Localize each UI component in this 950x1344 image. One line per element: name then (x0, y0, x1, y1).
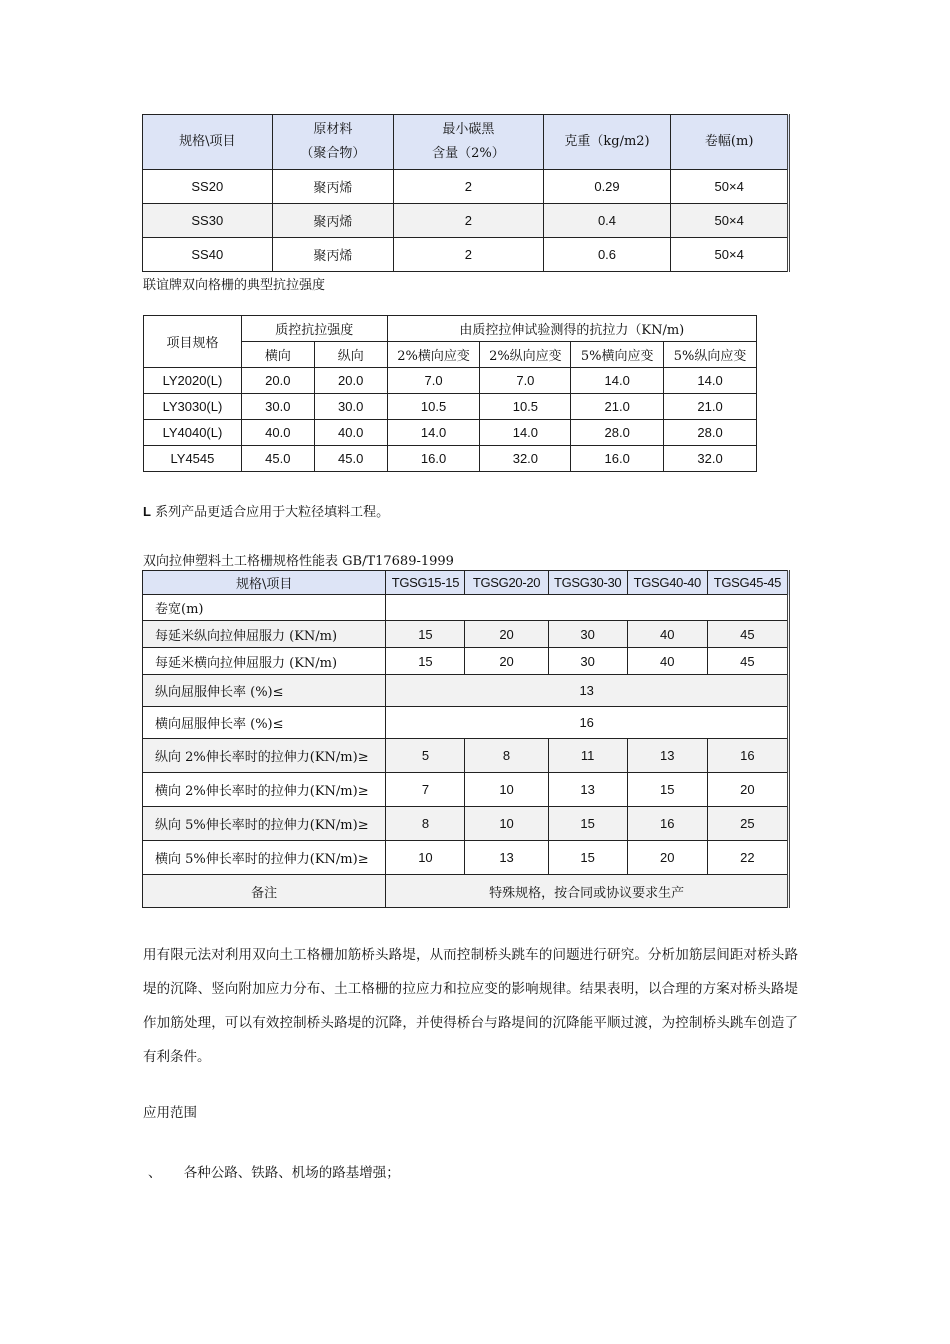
table-cell: 10.5 (387, 394, 480, 420)
table-row (143, 204, 789, 238)
header-cell: TGSG20-20 (465, 571, 548, 595)
row-label: 横向 5%伸长率时的拉伸力(KN/m)≥ (143, 841, 386, 875)
table-cell: 8 (465, 739, 548, 773)
table-cell: 13 (548, 773, 627, 807)
header-cell: 最小碳黑 含量（2%） (394, 115, 544, 170)
table-cell: 40 (627, 648, 707, 675)
tensile-strength-table (143, 315, 757, 472)
list-item (148, 1161, 400, 1181)
table-cell: 20.0 (241, 368, 314, 394)
table-row (143, 595, 789, 621)
table-cell: 50×4 (671, 238, 789, 272)
table-cell: 20.0 (314, 368, 387, 394)
table-cell: 32.0 (480, 446, 571, 472)
table-cell: LY4545 (144, 446, 242, 472)
list-item-text: 各种公路、铁路、机场的路基增强； (183, 1165, 400, 1181)
table-cell: 14.0 (664, 368, 757, 394)
table-row (143, 170, 789, 204)
table-cell: 13 (627, 739, 707, 773)
table-row (143, 707, 789, 739)
table-cell: 45 (707, 621, 788, 648)
table-cell: 15 (386, 621, 465, 648)
table-row (143, 621, 789, 648)
table-cell: 10 (465, 773, 548, 807)
table-cell: 15 (386, 648, 465, 675)
table-cell: 16 (707, 739, 788, 773)
table-cell: 21.0 (664, 394, 757, 420)
table-row (144, 368, 757, 394)
geogrid-performance-table (142, 570, 790, 908)
header-cell: 横向 (241, 342, 314, 368)
list-bullet: 、 (148, 1165, 162, 1181)
table-cell: 8 (386, 807, 465, 841)
table-cell: 15 (548, 841, 627, 875)
table-cell: 25 (707, 807, 788, 841)
row-label: 卷宽(m) (143, 595, 386, 621)
header-cell: 原材料 （聚合物） (272, 115, 394, 170)
table-row (143, 841, 789, 875)
table-row (144, 420, 757, 446)
header-cell: TGSG45-45 (707, 571, 788, 595)
header-cell: 2%横向应变 (387, 342, 480, 368)
table-cell: 11 (548, 739, 627, 773)
header-cell: 纵向 (314, 342, 387, 368)
table-header-row (144, 316, 757, 342)
table-row (143, 238, 789, 272)
table-cell: 16.0 (387, 446, 480, 472)
table-cell: 45.0 (314, 446, 387, 472)
table-cell: 聚丙烯 (272, 204, 394, 238)
row-label: 备注 (143, 875, 386, 908)
table-cell: 5 (386, 739, 465, 773)
l-series-note (143, 501, 389, 520)
table-header-row (143, 115, 789, 170)
table-cell: 45 (707, 648, 788, 675)
table-cell: 50×4 (671, 204, 789, 238)
table-row (143, 807, 789, 841)
header-cell: 5%纵向应变 (664, 342, 757, 368)
table-cell: 0.4 (543, 204, 671, 238)
table-cell: 40.0 (314, 420, 387, 446)
table-row (143, 675, 789, 707)
table-row (143, 648, 789, 675)
table-cell: 聚丙烯 (272, 238, 394, 272)
row-label: 纵向 2%伸长率时的拉伸力(KN/m)≥ (143, 739, 386, 773)
table-cell: 21.0 (571, 394, 664, 420)
table-cell: 20 (465, 648, 548, 675)
table-cell: 14.0 (387, 420, 480, 446)
table-cell: 30.0 (314, 394, 387, 420)
table-cell: 16 (627, 807, 707, 841)
table-cell: 14.0 (571, 368, 664, 394)
table-header-row (143, 571, 789, 595)
row-label: 纵向 5%伸长率时的拉伸力(KN/m)≥ (143, 807, 386, 841)
table-cell: 13 (386, 675, 789, 707)
body-paragraph: 用有限元法对利用双向土工格栅加筋桥头路堤，从而控制桥头跳车的问题进行研究。分析加筋层间距对桥头路堤的沉降、竖向附加应力分布、土工格栅的拉应力和拉应变的影响规律。结果表明，以合理的方案对桥头路堤作加筋处理，可以有效控制桥头路堤的沉降，并使得桥台与路堤间的沉降能平顺过渡，为控制桥头跳车创造了有利条件。 (143, 947, 798, 1065)
table-row (144, 446, 757, 472)
table-cell: 10 (386, 841, 465, 875)
table-cell: 40 (627, 621, 707, 648)
material-spec-table (142, 114, 790, 272)
table-cell: 30 (548, 621, 627, 648)
header-cell: 质控抗拉强度 (241, 316, 387, 342)
table-cell: 10.5 (480, 394, 571, 420)
table-row (143, 739, 789, 773)
table-cell: 30 (548, 648, 627, 675)
table-cell: SS40 (143, 238, 273, 272)
table-cell: 聚丙烯 (272, 170, 394, 204)
table-row (143, 875, 789, 908)
table-cell: 15 (627, 773, 707, 807)
table-cell: 13 (465, 841, 548, 875)
table-cell: 10 (465, 807, 548, 841)
table-cell: 20 (465, 621, 548, 648)
row-label: 每延米横向拉伸屈服力 (KN/m) (143, 648, 386, 675)
table-cell: 40.0 (241, 420, 314, 446)
table-cell: 16 (386, 707, 789, 739)
header-cell: 规格\项目 (143, 115, 273, 170)
table-cell: 28.0 (571, 420, 664, 446)
table-cell: LY3030(L) (144, 394, 242, 420)
table-cell (386, 595, 789, 621)
table-cell: 7 (386, 773, 465, 807)
table-row (143, 773, 789, 807)
table-cell: LY2020(L) (144, 368, 242, 394)
header-cell: TGSG30-30 (548, 571, 627, 595)
table-cell: 14.0 (480, 420, 571, 446)
table-cell: 0.6 (543, 238, 671, 272)
table-cell: 2 (394, 204, 544, 238)
table-row (144, 394, 757, 420)
table-cell: 特殊规格，按合同或协议要求生产 (386, 875, 789, 908)
l-series-bold: L (143, 504, 151, 519)
table-cell: SS30 (143, 204, 273, 238)
header-cell: 项目规格 (144, 316, 242, 368)
table-cell: SS20 (143, 170, 273, 204)
table-cell: 50×4 (671, 170, 789, 204)
table-cell: 7.0 (480, 368, 571, 394)
table-cell: 28.0 (664, 420, 757, 446)
header-cell: 5%横向应变 (571, 342, 664, 368)
row-label: 纵向屈服伸长率 (%)≤ (143, 675, 386, 707)
table-cell: 45.0 (241, 446, 314, 472)
table-cell: 15 (548, 807, 627, 841)
table2-caption: 联谊牌双向格栅的典型抗拉强度 (143, 278, 326, 293)
row-label: 横向 2%伸长率时的拉伸力(KN/m)≥ (143, 773, 386, 807)
table-cell: 7.0 (387, 368, 480, 394)
table-cell: 32.0 (664, 446, 757, 472)
l-series-text: 系列产品更适合应用于大粒径填料工程。 (155, 505, 390, 520)
row-label: 每延米纵向拉伸屈服力 (KN/m) (143, 621, 386, 648)
table-cell: 20 (707, 773, 788, 807)
table-cell: 2 (394, 238, 544, 272)
table-cell: 0.29 (543, 170, 671, 204)
table-cell: 20 (627, 841, 707, 875)
header-cell: 卷幅(m) (671, 115, 789, 170)
table-cell: 30.0 (241, 394, 314, 420)
header-cell: 规格\项目 (143, 571, 386, 595)
header-cell: 2%纵向应变 (480, 342, 571, 368)
header-cell: TGSG40-40 (627, 571, 707, 595)
table-cell: LY4040(L) (144, 420, 242, 446)
table3-caption: 双向拉伸塑料土工格栅规格性能表 GB/T17689-1999 (143, 554, 454, 569)
section-title: 应用范围 (143, 1105, 197, 1121)
row-label: 横向屈服伸长率 (%)≤ (143, 707, 386, 739)
header-cell: TGSG15-15 (386, 571, 465, 595)
header-cell: 克重（kg/m2) (543, 115, 671, 170)
table-cell: 16.0 (571, 446, 664, 472)
header-cell: 由质控拉伸试验测得的抗拉力（KN/m) (387, 316, 756, 342)
table-cell: 22 (707, 841, 788, 875)
table-cell: 2 (394, 170, 544, 204)
